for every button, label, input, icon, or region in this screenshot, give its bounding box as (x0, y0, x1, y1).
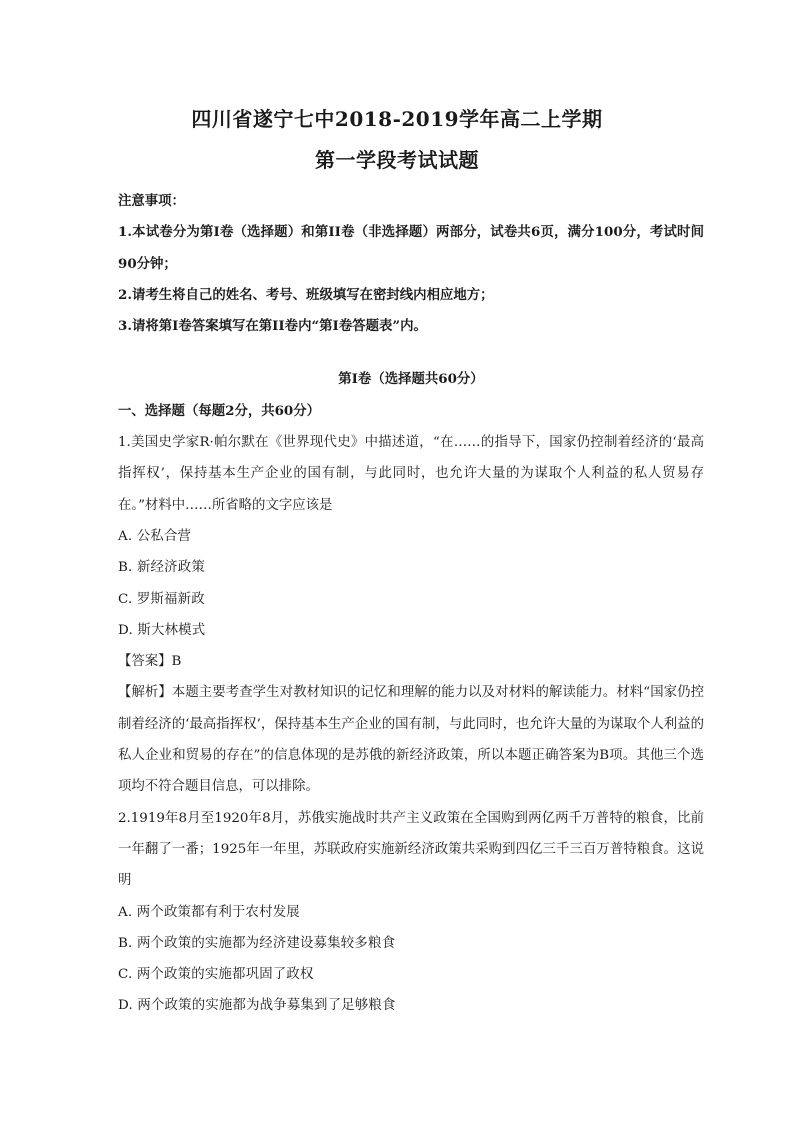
notice-item-2: 2.请考生将自己的姓名、考号、班级填写在密封线内相应地方； (118, 286, 494, 303)
exam-title: 四川省遂宁七中2018-2019学年高二上学期 (191, 107, 603, 131)
notice-block (118, 186, 704, 342)
question-2 (118, 803, 704, 1022)
option-d: D. 斯大林模式 (118, 622, 206, 638)
answer-line: 【答案】B (118, 654, 182, 670)
question-1 (118, 427, 704, 803)
part-heading: 一、选择题（每题2分，共60分） (118, 402, 321, 419)
option-b: B. 新经济政策 (118, 560, 205, 576)
question-stem: 1.美国史学家R·帕尔默在《世界现代史》中描述道，“在……的指导下，国家仍控制着经济的‘最高指挥权’，保持基本生产企业的国有制，与此同时，也允许大量的为谋取个人利益的私人贸易存在。”材料中……所省略的文字应该是 (118, 435, 704, 513)
question-stem: 2.1919年8月至1920年8月，苏俄实施战时共产主义政策在全国购到两亿两千万普特的粮食，比前一年翻了一番；1925年一年里，苏联政府实施新经济政策共采购到四亿三千三百万普特粮食。这说明 (118, 810, 704, 889)
option-c: C. 两个政策的实施都巩固了政权 (118, 967, 314, 983)
option-d: D. 两个政策的实施都为战争募集到了足够粮食 (118, 998, 396, 1014)
notice-heading: 注意事项： (118, 193, 185, 209)
exam-subtitle: 第一学段考试试题 (315, 148, 479, 172)
option-c: C. 罗斯福新政 (118, 591, 205, 607)
section-title: 第Ⅰ卷（选择题共60分） (338, 371, 484, 388)
exam-content (118, 186, 704, 1022)
analysis-text: 本题主要考查学生对教材知识的记忆和理解的能力以及对材料的解读能力。材料“国家仍控制着经济的‘最高指挥权’，保持基本生产企业的国有制，与此同时，也允许大量的为谋取个人利益的私人企业和贸易的存在”的信息体现的是苏俄的新经济政策，所以本题正确答案为B项。其他三个选项均不符合题目信息，可以排除。 (118, 685, 704, 795)
notice-item-3: 3.请将第Ⅰ卷答案填写在第II卷内“第Ⅰ卷答题表”内。 (118, 318, 427, 335)
analysis-label: 【解析】 (118, 685, 172, 701)
notice-item-1: 1.本试卷分为第Ⅰ卷（选择题）和第II卷（非选择题）两部分，试卷共6页，满分100分，考试时间90分钟； (118, 224, 704, 272)
option-a: A. 两个政策都有利于农村发展 (118, 904, 300, 920)
option-b: B. 两个政策的实施都为经济建设募集较多粮食 (118, 935, 396, 951)
analysis-paragraph (118, 677, 704, 802)
option-a: A. 公私合营 (118, 528, 192, 544)
